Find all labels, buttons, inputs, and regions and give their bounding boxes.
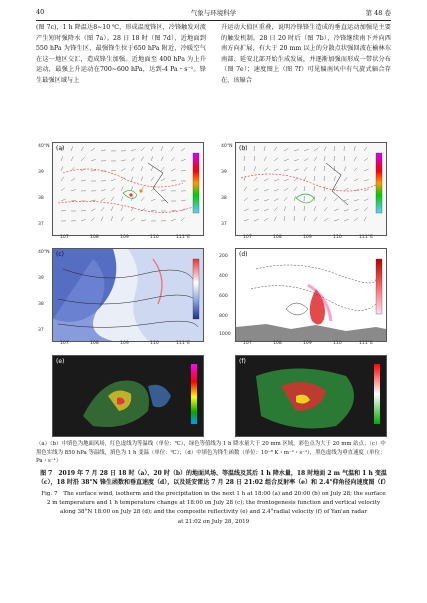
lon-tick: 107 <box>60 341 69 346</box>
lon-tick: 109 <box>120 235 129 240</box>
panel-c-label: (c) <box>56 251 64 258</box>
lon-tick: 107 <box>243 235 252 240</box>
figure-caption-notes: （a）（b）中填色为地面风场，红色虚线为等温线（单位：℃），绿色等值线为 1 h 降水量大于 20 mm 区域，彩色点为大于 20 mm 站点；（c）中黑色实线为 850 hPa 等温线，填色为 1 h 变温（单位：℃）；（d）中填色为锋生函数（单位：10⁻⁸ K・m⁻¹・s⁻¹），黑色虚线为垂直速度（单位：Pa・s⁻¹） <box>36 441 386 465</box>
caption-en-line: along 38°N 18:00 on July 28 (d); and the composite reflectivity (e) and 2.4°radial velocity (f) of Yan'an radar <box>59 509 367 516</box>
panel-d-x-ticks <box>235 341 385 349</box>
lat-tick: 39 <box>38 276 44 281</box>
volume-label: 第 48 卷 <box>365 9 391 17</box>
panel-a-graphic <box>53 143 203 235</box>
panel-c-lat-ticks <box>38 248 52 340</box>
x-tick: 111°E <box>359 341 373 346</box>
body-left-column: (图 7c)，1 h 降温达8~10 ℃，形成温度锋区，冷锋触发对流产生短时强降水（图 7a）。28 日 18 时（图 7d），近地面到 550 hPa 为锋生区，最强锋生位于650 hPa 附近，冷暖空气在这一地区交汇，造成锋生加强。近地面至 400 hPa 为上升运动，最强上升运动在700~600 hPa，达到-4 Pa・s⁻¹。锋生最强区域与上 <box>36 24 206 84</box>
panel-f-label: (f) <box>239 358 246 365</box>
caption-en-line: 2 m temperature and 1 h temperature change at 18:00 on July 28 (c); the frontogenesis function and vertical velocity <box>46 500 381 507</box>
panel-b-lat-ticks <box>221 142 235 234</box>
panel-e-reflectivity-image <box>52 355 204 437</box>
lon-tick: 108 <box>90 341 99 346</box>
lon-tick: 109 <box>303 235 312 240</box>
lon-tick: 108 <box>90 235 99 240</box>
lon-tick: 111°E <box>359 235 373 240</box>
x-tick: 108 <box>273 341 282 346</box>
y-tick: 800 <box>219 314 228 319</box>
panel-d-label: (d) <box>239 251 248 258</box>
lat-tick: 38 <box>38 196 44 201</box>
lon-tick: 110 <box>333 235 342 240</box>
x-tick: 110 <box>333 341 342 346</box>
panel-a-lat-ticks <box>38 142 52 234</box>
header-rule <box>36 20 391 21</box>
lon-tick: 109 <box>120 341 129 346</box>
body-right-column: 升运动大值区重叠，说明冷锋锋生造成的垂直运动加强是主要的触发机制。28 日 20 时后（图 7b），冷锋继续南下并向西南方向扩展，有大于 20 mm 以上的分散点状强回波在榆林东南部、延安北部开始生成发展，并逐渐加强而形成一带状分布（图 7e）；速度图上（图 7f）可见偏南风中有气旋式辐合存在，该辐合 <box>221 24 391 84</box>
lat-tick: 40°N <box>38 250 50 255</box>
lon-tick: 110 <box>150 341 159 346</box>
panel-f-graphic <box>236 356 386 436</box>
lat-tick: 37 <box>38 328 44 333</box>
lat-tick: 37 <box>38 222 44 227</box>
panel-e-graphic <box>53 356 203 436</box>
lat-tick: 39 <box>221 170 227 175</box>
panel-b-wind-map <box>235 142 387 236</box>
y-tick: 600 <box>219 294 228 299</box>
panel-c-temperature-map <box>52 248 204 342</box>
y-tick: 200 <box>219 254 228 259</box>
lon-tick: 110 <box>150 235 159 240</box>
y-tick: 1000 <box>219 332 231 337</box>
panel-a-lon-ticks <box>52 235 202 243</box>
caption-en-line: at 21:02 on July 28, 2019 <box>177 518 250 525</box>
panel-b-graphic <box>236 143 386 235</box>
lat-tick: 37 <box>221 222 227 227</box>
y-tick: 400 <box>219 274 228 279</box>
lon-tick: 111°E <box>176 341 190 346</box>
caption-en-line: Fig. 7 The surface wind, isotherm and the precipitation in the next 1 h at 18:00 (a) and 20:00 (b) on July 28; the surface <box>41 491 386 497</box>
lat-tick: 38 <box>221 196 227 201</box>
figure-caption-english <box>36 490 391 527</box>
panel-c-graphic <box>53 249 203 341</box>
running-header <box>36 8 391 20</box>
panel-e-label: (e) <box>56 358 65 365</box>
panel-b-label: (b) <box>239 145 248 152</box>
panel-c-lon-ticks <box>52 341 202 349</box>
panel-f-velocity-image <box>235 355 387 437</box>
x-tick: 107 <box>243 341 252 346</box>
page-number: 40 <box>36 8 45 16</box>
lon-tick: 108 <box>273 235 282 240</box>
panel-a-label: (a) <box>56 145 65 152</box>
panel-d-graphic <box>236 249 386 341</box>
lat-tick: 39 <box>38 170 44 175</box>
x-tick: 109 <box>303 341 312 346</box>
lat-tick: 40°N <box>38 144 50 149</box>
lon-tick: 107 <box>60 235 69 240</box>
figure-caption-chinese: 图 7 2019 年 7 月 28 日 18 时（a）、20 时（b）的地面风场、等温线及其后 1 h 降水量，18 时地面 2 m 气温和 1 h 变温（c），18 时沿 38°N 锋生函数和垂直速度（d），以及延安雷达 7 月 28 日 21:02 组合反射率（e）和 2.4°仰角径向速度图（f） <box>37 470 390 486</box>
lon-tick: 111°E <box>176 235 190 240</box>
lat-tick: 40°N <box>221 144 233 149</box>
lat-tick: 38 <box>38 302 44 307</box>
panel-d-y-ticks <box>219 248 235 340</box>
panel-a-wind-map <box>52 142 204 236</box>
panel-b-lon-ticks <box>235 235 385 243</box>
journal-title: 气象与环境科学 <box>190 9 237 17</box>
panel-d-cross-section <box>235 248 387 342</box>
